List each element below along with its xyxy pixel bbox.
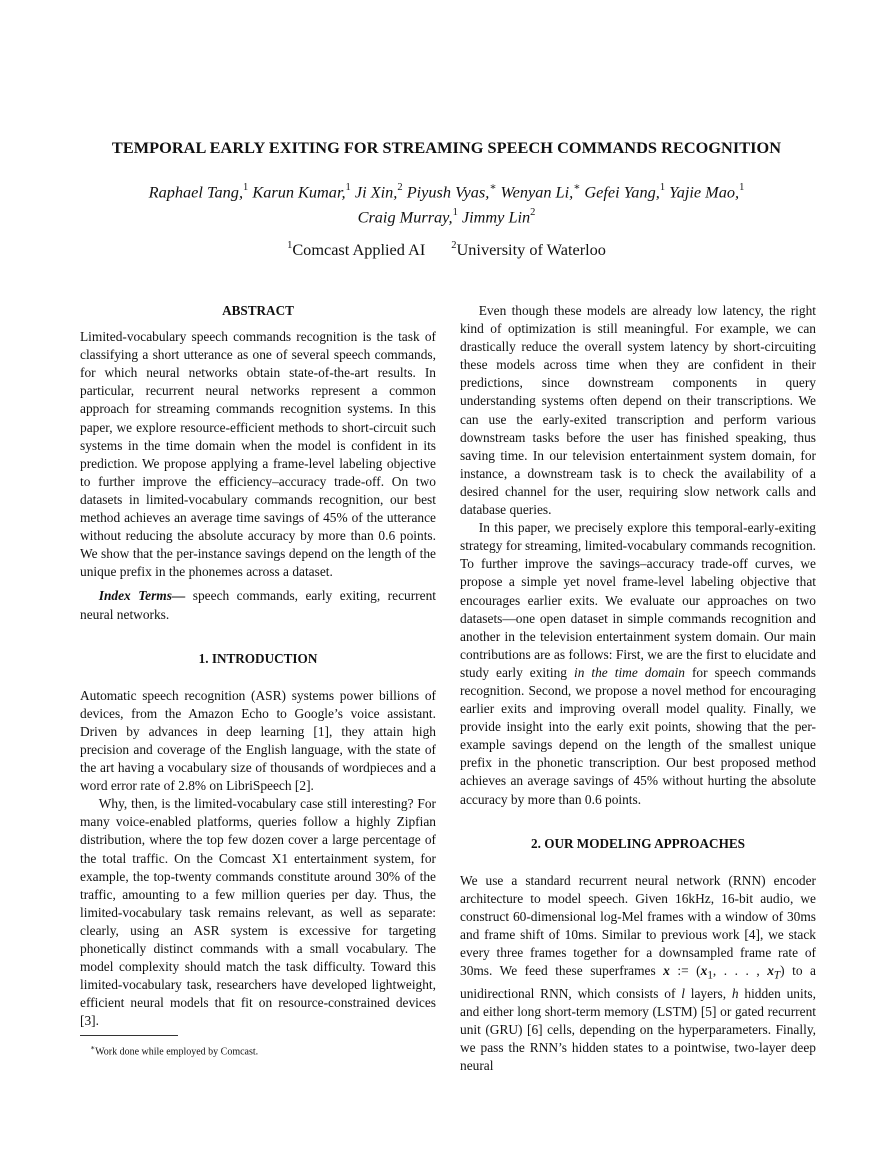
author-mark: 1	[243, 182, 249, 193]
intro-text: for speech commands recognition. Second, we propose a novel method for encouraging earlier exits and improving overall model quality. Finally, we provide insight into the early exit points, showing that the per-example savings depend on the length of the smallest unique prefix in the phonetic transcription. Our best proposed method achieves an average savings of 45% without hurting the absolute accuracy by more than 0.6 points.	[460, 664, 817, 807]
math-var: x	[767, 963, 774, 979]
intro-paragraph-3: Even though these models are already low latency, the right kind of optimization is still meaningful. For example, we can drastically reduce the overall system latency by short-circuiting these models across time when they are confident in their predictions, since downstream components in query understanding systems often depend on their transcriptions. We can use the early-exited transcription and perform various downstream tasks before the user has finished speaking, thus saving time. In our television entertainment system domain, for instance, a downstream task is to check the availability of a desired channel for the user, requiring slow network calls and database queries.	[460, 303, 816, 518]
author-name: Jimmy Lin	[461, 207, 531, 227]
section-2-heading: 2. OUR MODELING APPROACHES	[531, 835, 745, 851]
math-var: h	[731, 985, 739, 1001]
affiliation-mark: 1	[287, 239, 293, 251]
math-var: l	[681, 985, 685, 1001]
author-name: Craig Murray,	[357, 207, 453, 227]
affiliations	[0, 240, 893, 260]
abstract-heading: ABSTRACT	[222, 303, 294, 318]
abstract-text: Limited-vocabulary speech commands recognition is the task of classifying a short utterance as one of several speech commands, for which neural networks obtain state-of-the-art results. In particular, recurrent neural networks represent a common approach for streaming commands recognition systems. In this paper, we explore resource-efficient methods to short-circuit such systems in the time domain when the model is confident in its prediction. We propose applying a frame-level labeling objective to further improve the efficiency–accuracy trade-off. On two datasets in limited-vocabulary commands recognition, our best method achieves an average time savings of 45% of the utterance without reducing the absolute accuracy by more than 0.6 points. We show that the per-instance savings depend on the length of the unique prefix in the phonemes across a dataset.	[80, 329, 436, 580]
math-op: , . . . ,	[712, 963, 768, 979]
author-mark: 1	[452, 207, 458, 219]
author-line-1	[60, 178, 833, 203]
footnote-rule	[80, 1035, 178, 1036]
author-mark: ∗	[573, 182, 581, 193]
intro-paragraph-4	[460, 519, 816, 809]
author-name: Ji Xin,	[354, 182, 398, 202]
left-column	[80, 302, 436, 1030]
footnote	[80, 1041, 436, 1058]
author-name: Yajie Mao,	[669, 182, 740, 202]
author-mark: 1	[659, 182, 666, 193]
author-name: Gefei Yang,	[584, 182, 660, 202]
author-mark: 1	[345, 182, 351, 193]
paper-title: TEMPORAL EARLY EXITING FOR STREAMING SPEECH COMMANDS RECOGNITION	[111, 138, 782, 157]
author-name: Karun Kumar,	[252, 182, 346, 202]
affiliation-name: University of Waterloo	[456, 240, 606, 259]
body-text: We use a standard recurrent neural network (RNN) encoder architecture to model speech. Given 16kHz, 16-bit audio, we construct 60-dimensional log-Mel frames with a window of 30ms and frame shift of 10ms. Similar to previous work [4], we stack every three frames together for a downsampled frame rate of 30ms. We feed these superframes	[460, 872, 816, 979]
math-var: x	[663, 963, 670, 979]
right-column	[460, 302, 816, 1075]
math-op: )	[780, 963, 785, 979]
intro-text: In this paper, we precisely explore this temporal-early-exiting strategy for streaming, limited-vocabulary commands recognition. To further improve the savings–accuracy trade-off curves, we propose a simple yet novel frame-level labeling objective that encourages earlier exits. We evaluate our approaches on two datasets—one open dataset in simple commands recognition and another in the television entertainment system domain. Our main contributions are as follows: First, we are the first to elucidate and study early exiting	[460, 520, 816, 680]
index-terms-text: speech commands, early exiting, recurrent neural networks.	[80, 588, 437, 622]
body-text: layers,	[684, 985, 732, 1001]
section-2-paragraph-1	[460, 872, 816, 1076]
author-list	[60, 178, 833, 229]
body-text: to a unidirectional RNN, which consists of	[460, 963, 816, 1001]
author-name: Raphael Tang,	[148, 182, 244, 202]
body-text: hidden units, and either long short-term memory (LSTM) [5] or gated recurrent unit (GRU) [6] cells, depending on the hyperparameters. Finally, we pass the RNN’s hidden states to a pointwise, two-layer deep neural	[460, 985, 816, 1074]
author-mark: 2	[397, 182, 403, 193]
math-var: x	[700, 963, 708, 979]
author-mark: ∗	[489, 182, 497, 193]
author-name: Wenyan Li,	[500, 182, 574, 202]
index-terms-label: Index Terms—	[98, 588, 186, 604]
affiliation-name: Comcast Applied AI	[292, 240, 426, 259]
author-name: Piyush Vyas,	[406, 182, 490, 202]
section-1-heading: 1. INTRODUCTION	[198, 650, 318, 666]
emphasis-text: in the time domain	[573, 664, 685, 680]
math-sub: 1	[707, 969, 713, 982]
math-op: := (	[669, 963, 701, 979]
math-sub: T	[773, 969, 781, 982]
footnote-text: Work done while employed by Comcast.	[95, 1046, 259, 1058]
author-line-2	[60, 203, 833, 228]
footnote-mark: ∗	[90, 1043, 96, 1052]
author-mark: 1	[739, 182, 745, 193]
author-mark: 2	[530, 207, 536, 219]
section-1-paragraph-1: Automatic speech recognition (ASR) systems power billions of devices, from the Amazon Echo to Google’s voice assistant. Driven by advances in deep learning [1], they attain high precision and coverage of the English language, with the state of the art having a vocabulary size of thousands of wordpieces and a word error rate of 2.8% on LibriSpeech [2].	[80, 687, 436, 794]
section-1-paragraph-2: Why, then, is the limited-vocabulary case still interesting? For many voice-enabled platforms, queries follow a highly Zipfian distribution, where the top few dozen cover a large percentage of the total traffic. On the Comcast X1 entertainment system, for example, the top-twenty commands constitute around 30% of the traffic, amounting to a few million queries per day. Thus, the limited-vocabulary task remains relevant, as well as separate: clearly, using an ASR system is excessive for targeting phonetically distinct commands with a small vocabulary. The model complexity should match the task difficulty. Toward this limited-vocabulary task, researchers have developed lightweight, efficient neural models that fit on resource-constrained devices [3].	[80, 796, 436, 1029]
affiliation-mark: 2	[451, 239, 457, 251]
index-terms	[80, 587, 436, 623]
